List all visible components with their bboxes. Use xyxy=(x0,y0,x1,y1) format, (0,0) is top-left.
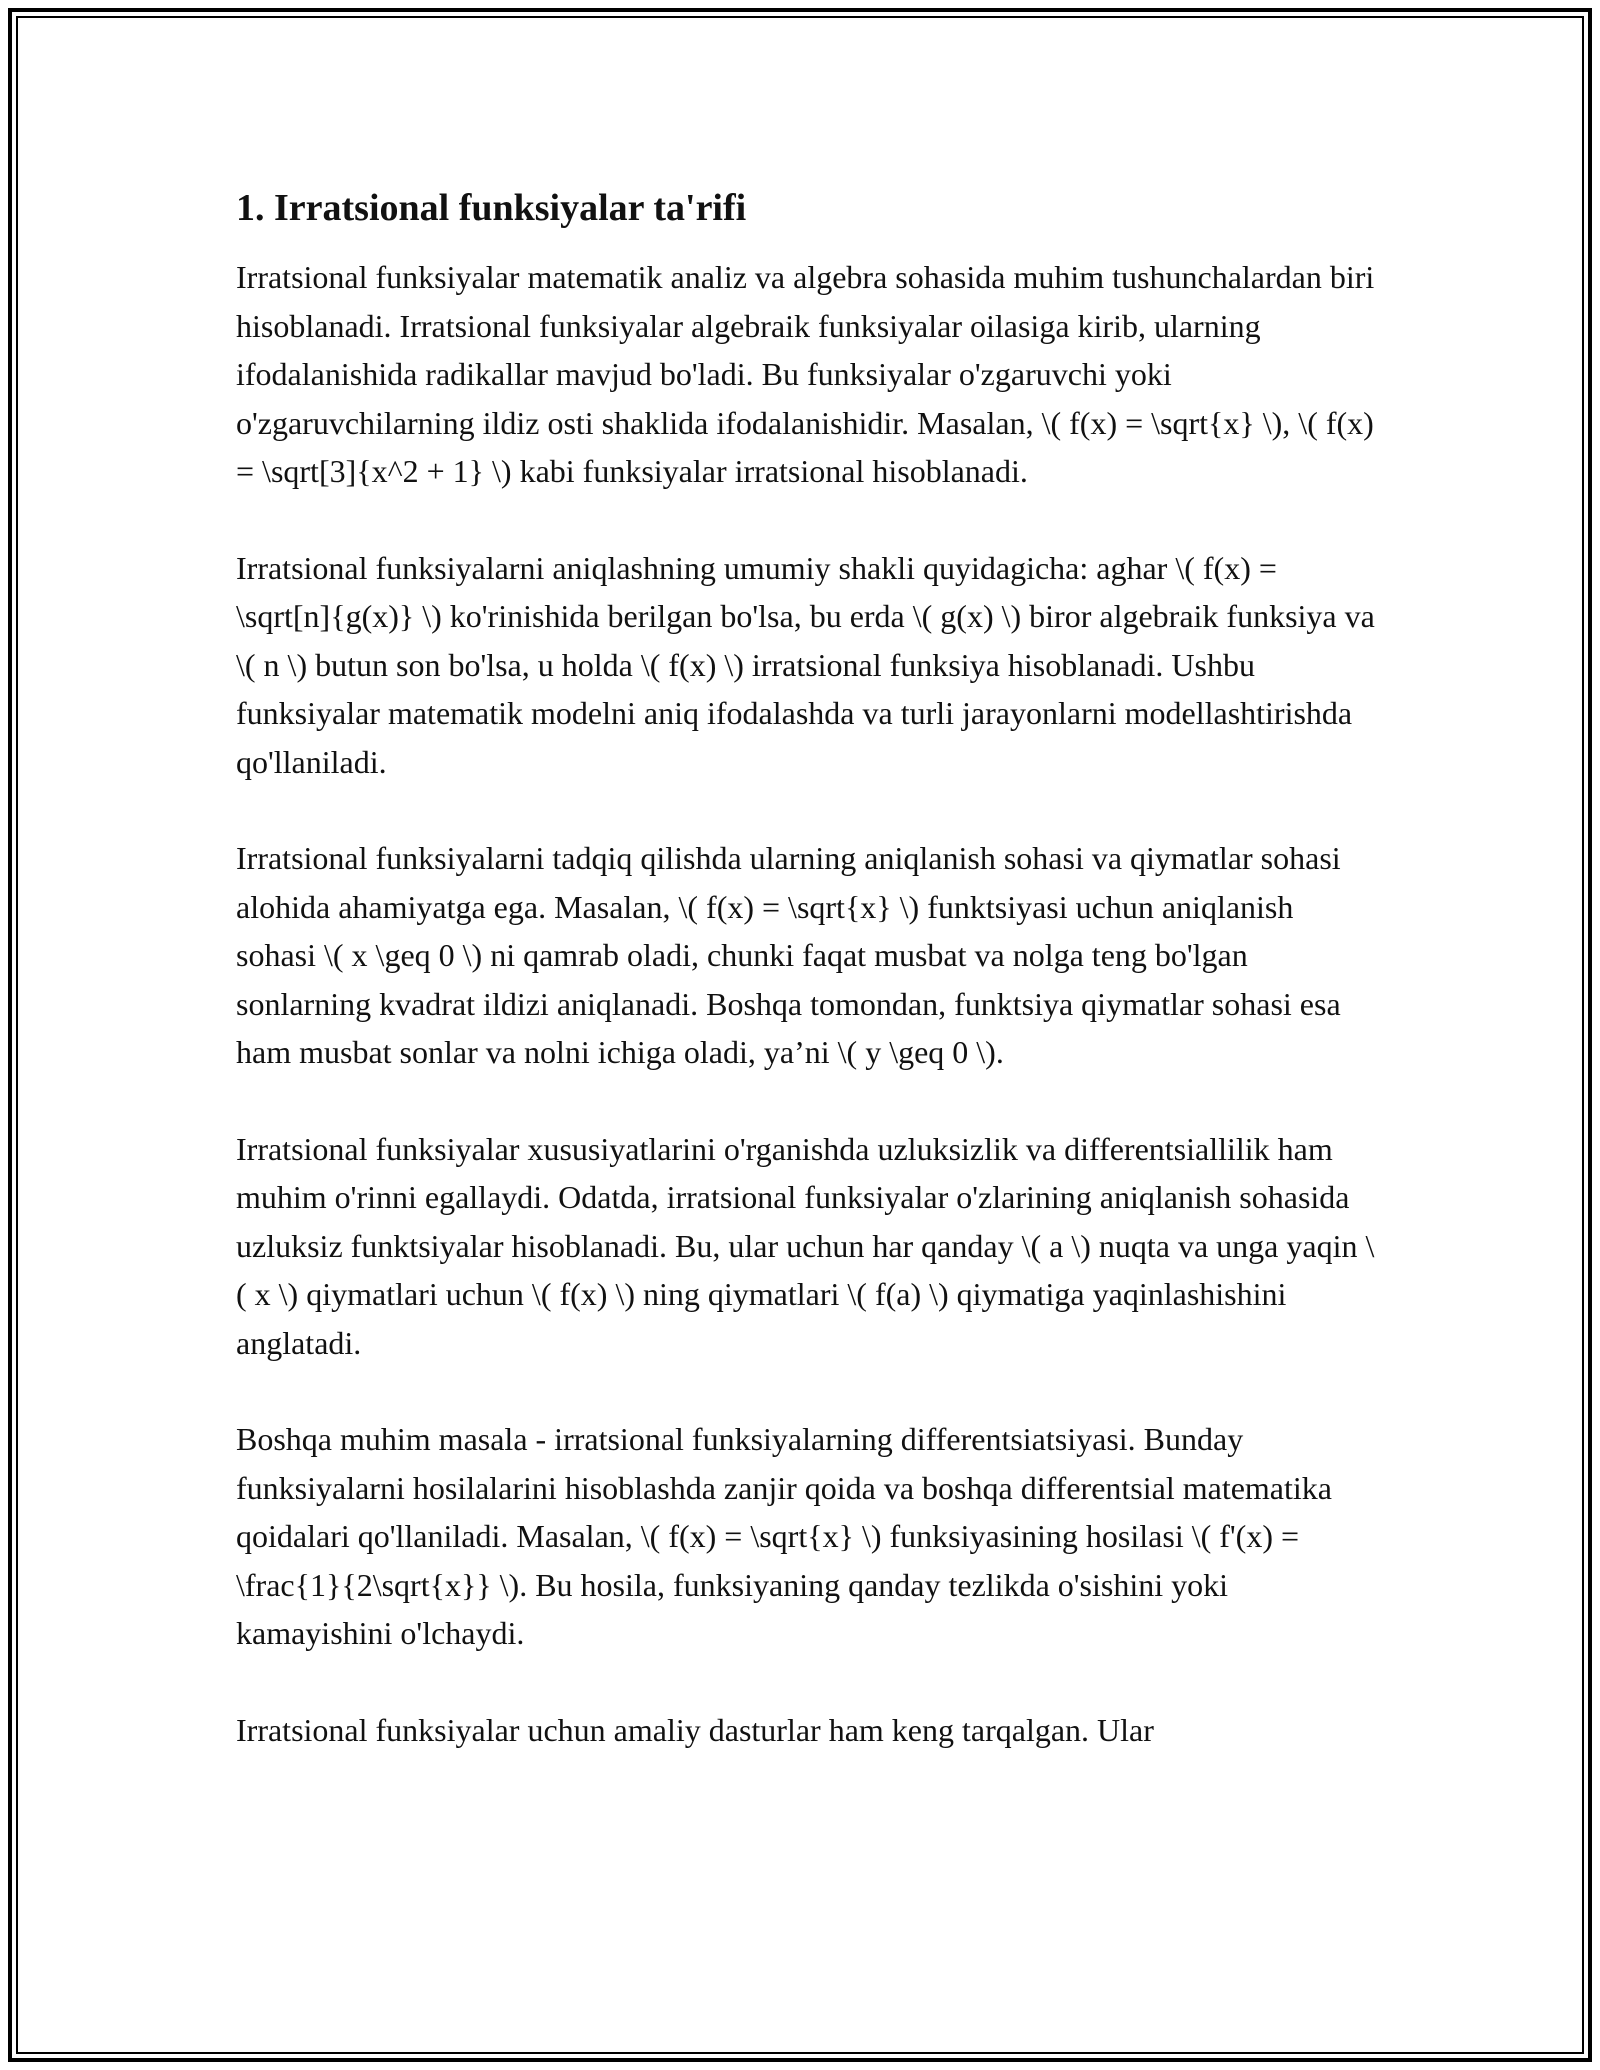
paragraph-definition: Irratsional funksiyalar matematik analiz va algebra sohasida muhim tushunchalardan biri hisoblanadi. Irratsional funksiyalar algebraik funksiyalar oilasiga kirib, ularning ifodalanishida radikallar mavjud bo'ladi. Bu funksiyalar o'zgaruvchi yoki o'zgaruvchilarning ildiz osti shaklida ifodalanishidir. Masalan, \( f(x) = \sqrt{x} \), \( f(x) = \sqrt[3]{x^2 + 1} \) kabi funksiyalar irratsional hisoblanadi. xyxy=(236,259,1375,489)
paragraph-differentiation: Boshqa muhim masala - irratsional funksiyalarning differentsiatsiyasi. Bunday funksiyalarni hosilalarini hisoblashda zanjir qoida va boshqa differentsial matematika qoidalari qo'llaniladi. Masalan, \( f(x) = \sqrt{x} \) funksiyasining hosilasi \( f'(x) = \frac{1}{2\sqrt{x}} \). Bu hosila, funksiyaning qanday tezlikda o'sishini yoki kamayishini o'lchaydi. xyxy=(236,1421,1332,1651)
section-heading: 1. Irratsional funksiyalar ta'rifi xyxy=(236,187,747,229)
paragraph-applications: Irratsional funksiyalar uchun amaliy dasturlar ham keng tarqalgan. Ular xyxy=(236,1711,1154,1748)
paragraph-continuity: Irratsional funksiyalar xususiyatlarini o'rganishda uzluksizlik va differentsiallilik ham muhim o'rinni egallaydi. Odatda, irratsional funksiyalar o'zlarining aniqlanish sohasida uzluksiz funktsiyalar hisoblanadi. Bu, ular uchun har qanday \( a \) nuqta va unga yaqin \( x \) qiymatlari uchun \( f(x) \) ning qiymatlari \( f(a) \) qiymatiga yaqinlashishini anglatadi. xyxy=(236,1130,1375,1361)
document-body xyxy=(236,183,1376,1802)
paragraph-domain-range: Irratsional funksiyalarni tadqiq qilishda ularning aniqlanish sohasi va qiymatlar sohasi alohida ahamiyatga ega. Masalan, \( f(x) = \sqrt{x} \) funktsiyasi uchun aniqlanish sohasi \( x \geq 0 \) ni qamrab oladi, chunki faqat musbat va nolga teng bo'lgan sonlarning kvadrat ildizi aniqlanadi. Boshqa tomondan, funktsiya qiymatlar sohasi esa ham musbat sonlar va nolni ichiga oladi, ya’ni \( y \geq 0 \). xyxy=(236,840,1341,1070)
paragraph-general-form: Irratsional funksiyalarni aniqlashning umumiy shakli quyidagicha: aghar \( f(x) = \sqrt[n]{g(x)} \) ko'rinishida berilgan bo'lsa, bu erda \( g(x) \) biror algebraik funksiya va \( n \) butun son bo'lsa, u holda \( f(x) \) irratsional funksiya hisoblanadi. Ushbu funksiyalar matematik modelni aniq ifodalashda va turli jarayonlarni modellashtirishda qo'llaniladi. xyxy=(236,549,1375,780)
